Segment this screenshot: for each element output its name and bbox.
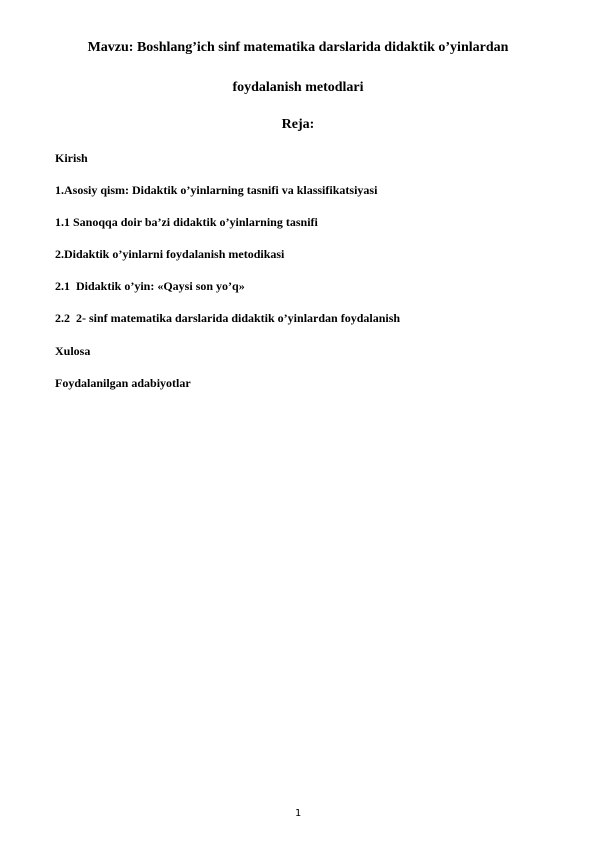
plan-item-2-2: 2.2 2- sinf matematika darslarida didaktik o’yinlardan foydalanish: [55, 311, 401, 325]
plan-item-1-1: 1.1 Sanoqqa doir ba’zi didaktik o’yinlarning tasnifi: [55, 215, 318, 229]
plan-item-2: 2.Didaktik o’yinlarni foydalanish metodikasi: [55, 247, 285, 261]
plan-heading: Reja:: [281, 117, 315, 132]
document-title-line-2: foydalanish metodlari: [232, 80, 364, 95]
plan-item-main-part: 1.Asosiy qism: Didaktik o’yinlarning tasnifi va klassifikatsiyasi: [55, 183, 378, 197]
plan-item-references: Foydalanilgan adabiyotlar: [55, 376, 191, 390]
plan-item-2-1: 2.1 Didaktik o’yin: «Qaysi son yo’q»: [55, 279, 245, 293]
page-number: 1: [294, 808, 302, 819]
plan-item-conclusion: Xulosa: [55, 344, 91, 358]
document-title-line-1: Mavzu: Boshlang’ich sinf matematika darslarida didaktik o’yinlardan: [87, 40, 509, 55]
plan-item-introduction: Kirish: [55, 151, 88, 165]
